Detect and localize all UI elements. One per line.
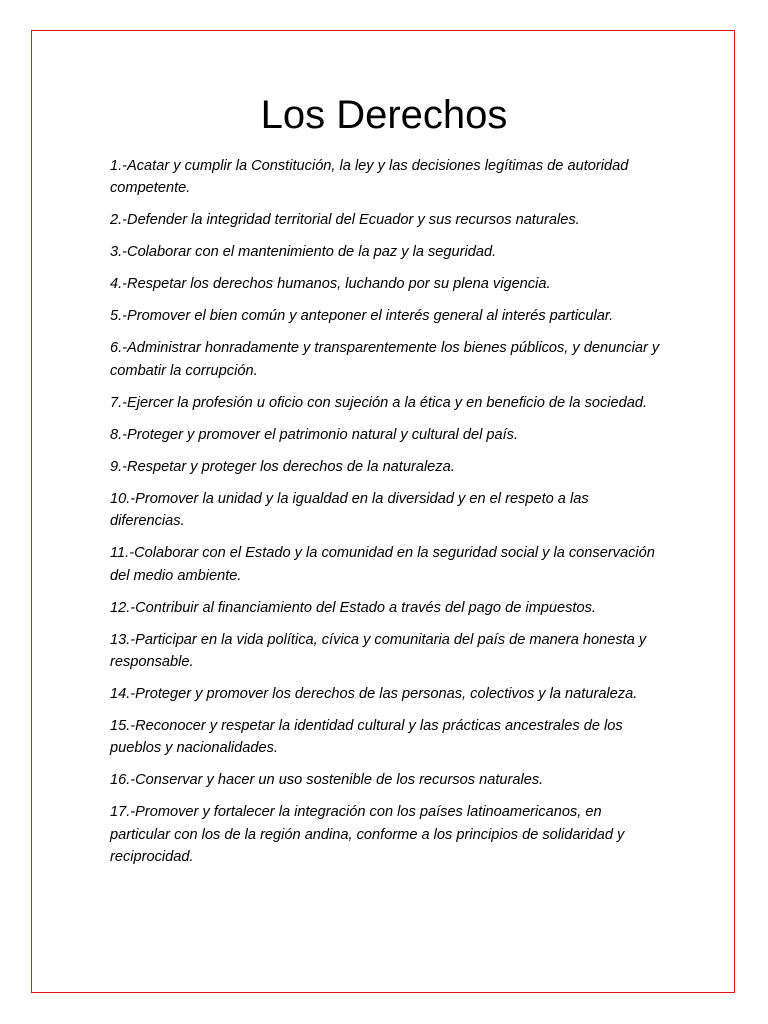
list-item: 16.-Conservar y hacer un uso sostenible de los recursos naturales.: [110, 772, 544, 789]
list-item: 11.-Colaborar con el Estado y la comunidad en la seguridad social y la conservación del medio ambiente.: [110, 545, 655, 584]
list-item: 15.-Reconocer y respetar la identidad cultural y las prácticas ancestrales de los pueblos y nacionalidades.: [110, 718, 623, 757]
list-item: 4.-Respetar los derechos humanos, luchando por su plena vigencia.: [110, 276, 551, 293]
list-item: 8.-Proteger y promover el patrimonio natural y cultural del país.: [110, 426, 519, 443]
list-item: 7.-Ejercer la profesión u oficio con sujeción a la ética y en beneficio de la sociedad.: [110, 394, 648, 411]
page-title: Los Derechos: [260, 93, 508, 137]
rights-list: [110, 155, 662, 878]
list-item: 9.-Respetar y proteger los derechos de la naturaleza.: [110, 458, 455, 475]
list-item: 10.-Promover la unidad y la igualdad en la diversidad y en el respeto a las diferencias.: [110, 490, 589, 530]
list-item: 3.-Colaborar con el mantenimiento de la paz y la seguridad.: [110, 244, 497, 261]
list-item: 12.-Contribuir al financiamiento del Estado a través del pago de impuestos.: [110, 599, 596, 616]
list-item: 2.-Defender la integridad territorial del Ecuador y sus recursos naturales.: [110, 212, 580, 229]
list-item: 17.-Promover y fortalecer la integración con los países latinoamericanos, en particular con los de la región andina, conforme a los principios de solidaridad y reciprocidad.: [110, 804, 625, 866]
list-item: 13.-Participar en la vida política, cívica y comunitaria del país de manera honesta y responsable.: [110, 631, 647, 671]
list-item: 5.-Promover el bien común y anteponer el interés general al interés particular.: [110, 308, 614, 325]
list-item: 6.-Administrar honradamente y transparentemente los bienes públicos, y denunciar y combatir la corrupción.: [110, 340, 660, 379]
list-item: 14.-Proteger y promover los derechos de las personas, colectivos y la naturaleza.: [110, 686, 638, 703]
list-item: 1.-Acatar y cumplir la Constitución, la ley y las decisiones legítimas de autoridad competente.: [110, 158, 629, 197]
